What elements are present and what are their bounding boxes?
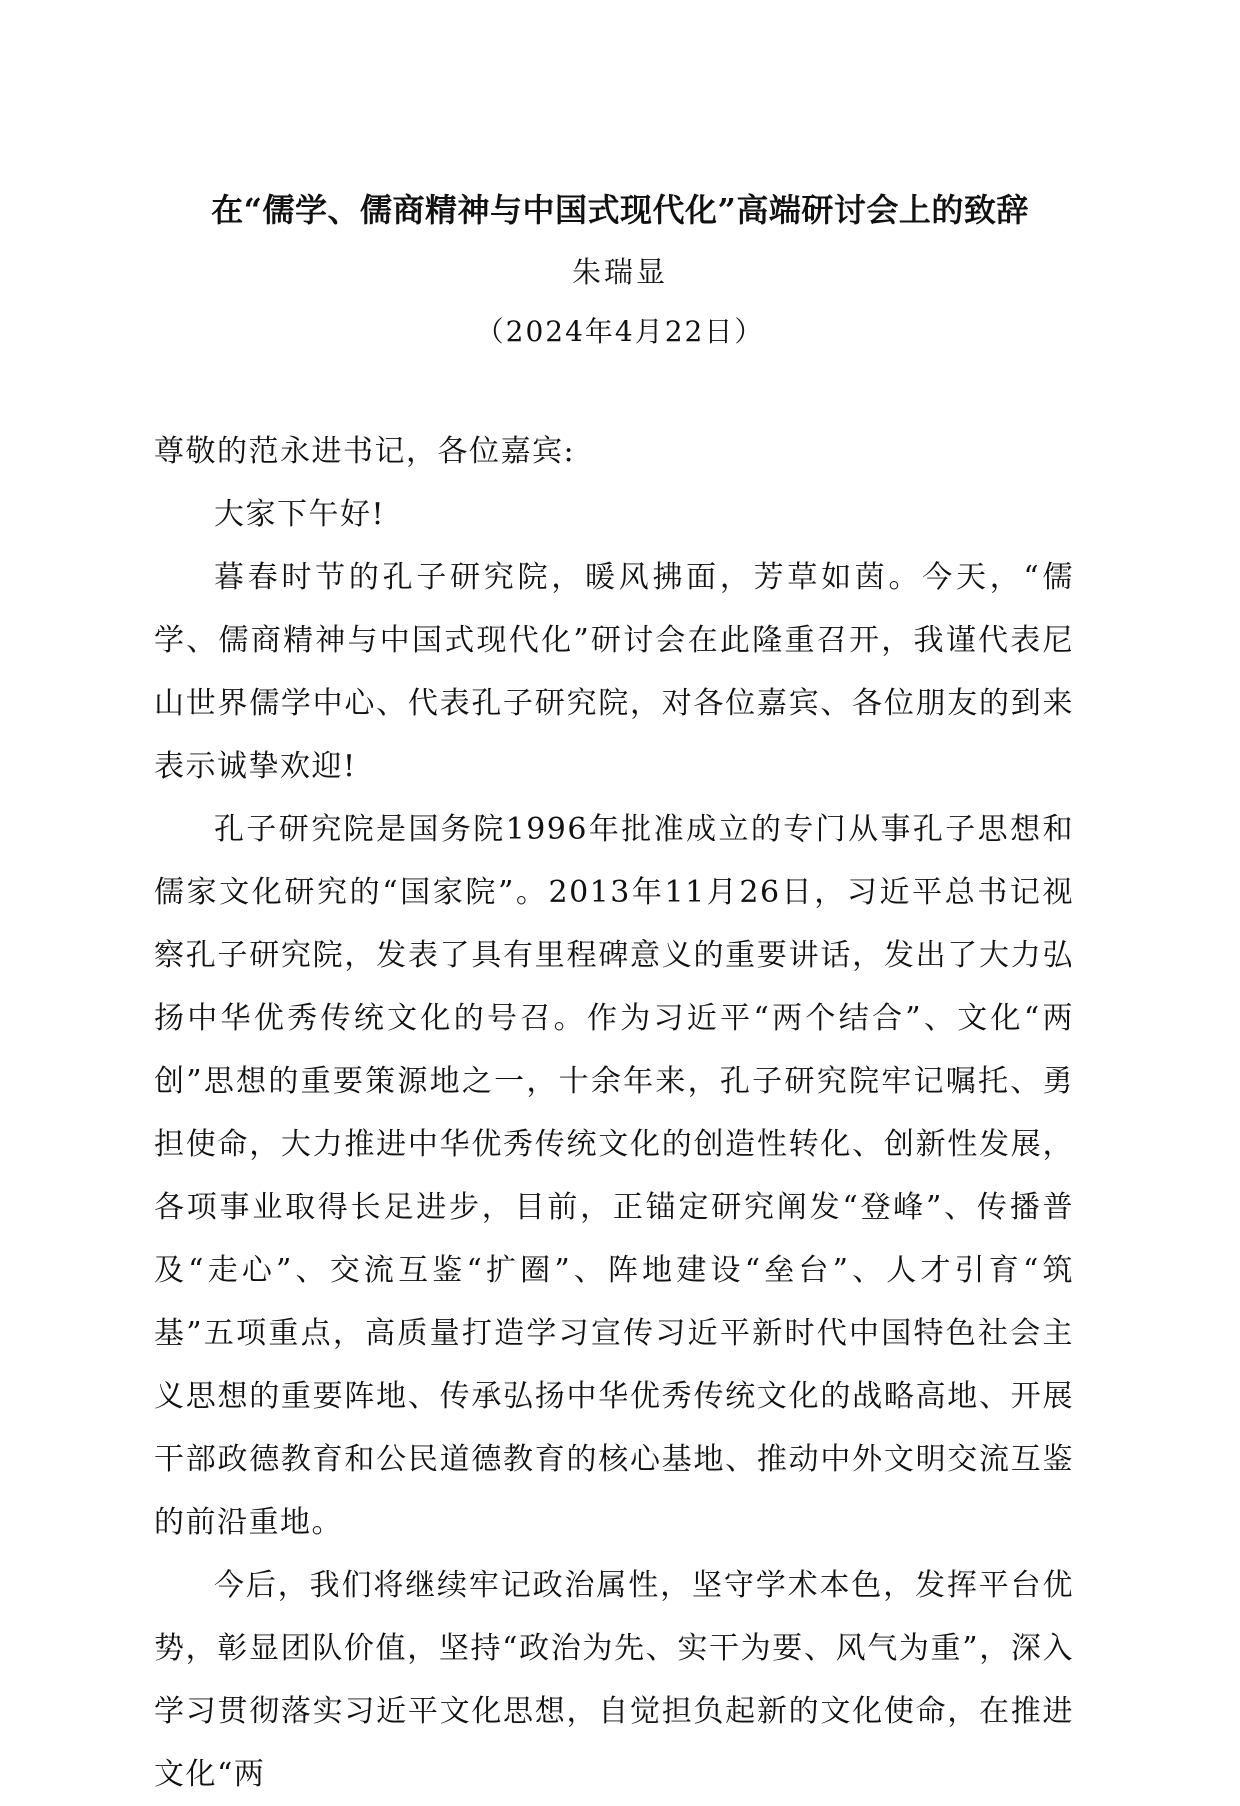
paragraph: 今后，我们将继续牢记政治属性，坚守学术本色，发挥平台优势，彰显团队价值，坚持“政治为先、实干为要、风气为重”，深入学习贯彻落实习近平文化思想，自觉担负起新的文化使命，在推进文化“两 — [154, 1568, 1074, 1792]
document-body — [154, 420, 1074, 1806]
paragraph: 孔子研究院是国务院1996年批准成立的专门从事孔子思想和儒家文化研究的“国家院”。2013年11月26日，习近平总书记视察孔子研究院，发表了具有里程碑意义的重要讲话，发出了大力弘扬中华优秀传统文化的号召。作为习近平“两个结合”、文化“两创”思想的重要策源地之一，十余年来，孔子研究院牢记嘱托、勇担使命，大力推进中华优秀传统文化的创造性转化、创新性发展，各项事业取得长足进步，目前，正锚定研究阐发“登峰”、传播普及“走心”、交流互鉴“扩圈”、阵地建设“垒台”、人才引育“筑基”五项重点，高质量打造学习宣传习近平新时代中国特色社会主义思想的重要阵地、传承弘扬中华优秀传统文化的战略高地、开展干部政德教育和公民道德教育的核心基地、推动中外文明交流互鉴的前沿重地。 — [154, 812, 1074, 1540]
document-author: 朱瑞显 — [571, 255, 668, 289]
greeting: 大家下午好! — [214, 497, 386, 532]
document-title: 在“儒学、儒商精神与中国式现代化”高端研讨会上的致辞 — [211, 191, 1029, 229]
document-date: （2024年4月22日） — [475, 315, 765, 348]
paragraph: 暮春时节的孔子研究院，暖风拂面，芳草如茵。今天，“儒学、儒商精神与中国式现代化”研讨会在此隆重召开，我谨代表尼山世界儒学中心、代表孔子研究院，对各位嘉宾、各位朋友的到来表示诚挚欢迎! — [154, 560, 1074, 784]
salutation: 尊敬的范永进书记，各位嘉宾: — [154, 434, 576, 469]
